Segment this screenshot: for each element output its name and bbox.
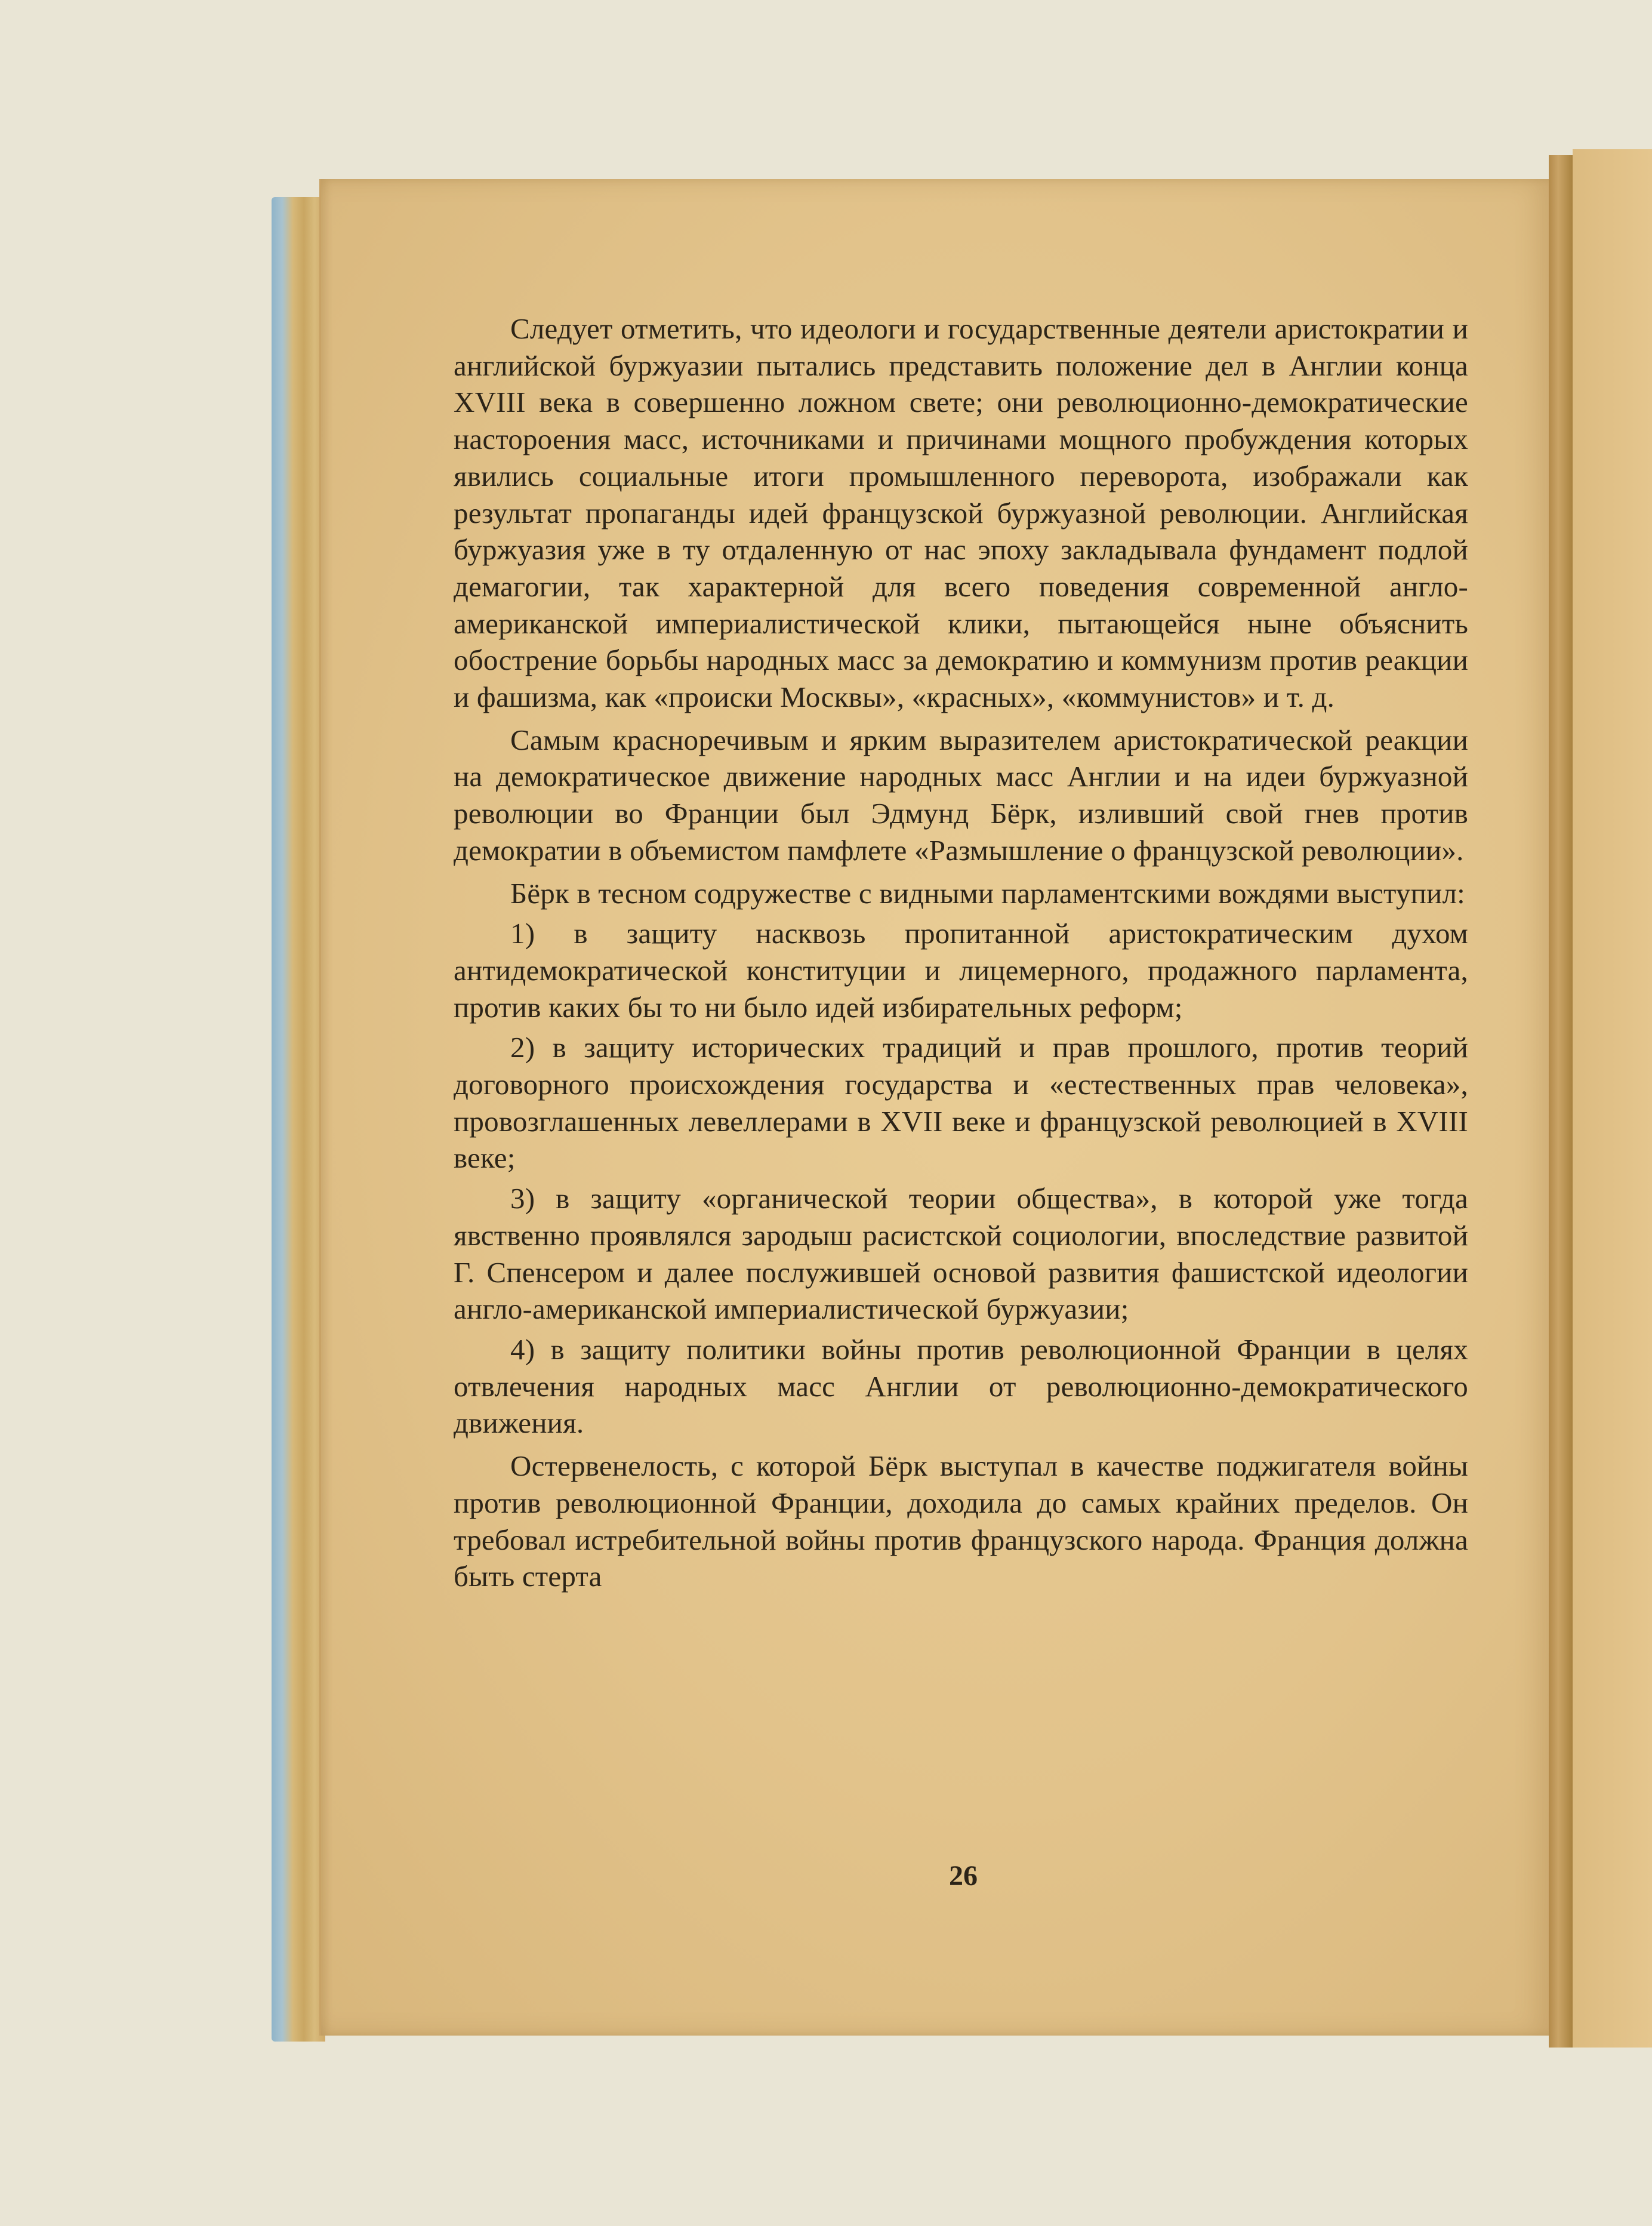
page-text-block — [454, 310, 1468, 1601]
paragraph-burke-intro: Самым красноречивым и ярким выразителем аристократической реакции на демократическое движение народных масс Англии и на идеи буржуазной революции во Франции был Эдмунд Бёрк, изливший свой гнев против демократии в объемистом памфлете «Размышление о французской революции». — [454, 723, 1468, 867]
list-item-3: 3) в защиту «органической теории общества», в которой уже тогда явственно проявлялся зародыш расистской социологии, впоследствие развитой Г. Спенсером и далее послужившей основой развития фашистской идеологии англо-американской империалистической буржуазии; — [454, 1182, 1468, 1326]
page-stack-edge — [272, 197, 325, 2042]
list-item-1: 1) в защиту насквозь пропитанной аристократическим духом антидемократической конституции и лицемерного, продажного парламента, против каких бы то ни было идей избирательных реформ; — [454, 917, 1468, 1024]
list-item-4: 4) в защиту политики войны против революционной Франции в целях отвлечения народных масс Англии от революционно-демократического движения. — [454, 1332, 1468, 1440]
paragraph-ideologists: Следует отметить, что идеологи и государственные деятели аристократии и английской буржуазии пытались представить положение дел в Англии конца XVIII века в совершенно ложном свете; они революционно-демократические настороения масс, источниками и причинами мощного пробуждения которых явились социальные итоги промышленного переворота, изображали как результат пропаганды идей французской буржуазной революции. Английская буржуазия уже в ту отдаленную от нас эпоху закладывала фундамент подлой демагогии, так характерной для всего поведения современной англо-американской империалистической клики, пытающейся ныне объяснить обострение борьбы народных масс за демократию и коммунизм против реакции и фашизма, как «происки Москвы», «красных», «коммунистов» и т. д. — [454, 312, 1468, 714]
paragraph-burke-positions: Бёрк в тесном содружестве с видными парламентскими вождями выступил: — [510, 876, 1465, 910]
paragraph-war-incitement: Остервенелость, с которой Бёрк выступал в качестве поджигателя войны против революционной Франции, доходила до самых крайних пределов. Он требовал истребительной войны против французского народа. Франция должна быть стерта — [454, 1449, 1468, 1593]
page-number: 26 — [949, 1860, 978, 1892]
book-gutter — [1549, 155, 1573, 2048]
facing-page-edge — [1573, 149, 1652, 2048]
list-item-2: 2) в защиту исторических традиций и прав прошлого, против теорий договорного происхождения государства и «естественных прав человека», провозглашенных левеллерами в XVII веке и французской революцией в XVIII веке; — [454, 1031, 1468, 1175]
